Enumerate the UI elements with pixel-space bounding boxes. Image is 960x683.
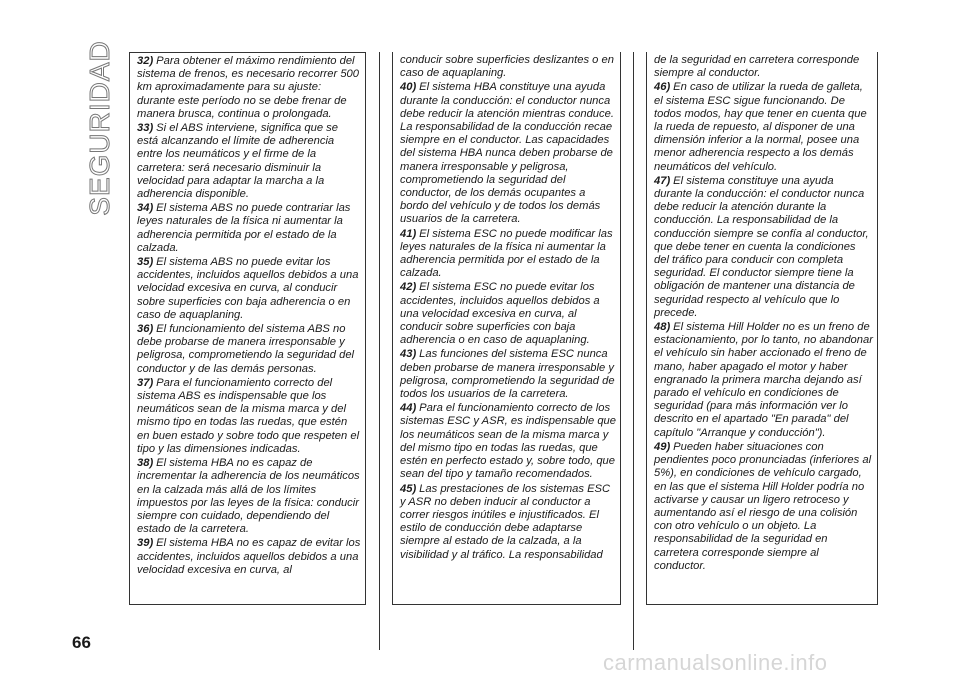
paragraph-number: 47)	[654, 174, 671, 187]
paragraph-number: 45)	[400, 482, 417, 495]
paragraph-text: de la seguridad en carretera corresponde siempre al conductor.	[654, 54, 860, 80]
paragraph-number: 46)	[654, 81, 671, 94]
warning-paragraph	[654, 321, 873, 440]
paragraph-text: El sistema HBA no es capaz de evitar los accidentes, incluidos aquellos debidos a una velocidad excesiva en curva, al	[137, 537, 361, 576]
paragraph-text: Para obtener el máximo rendimiento del sistema de frenos, es necesario recorrer 500 km aproximadamente para su ajuste: durante este período no se debe frenar de manera brusca, continua o prolongada.	[137, 55, 359, 120]
paragraph-text: El funcionamiento del sistema ABS no debe probarse de manera irresponsable y peligrosa, comprometiendo la seguridad del conductor y de las demás personas.	[137, 323, 355, 375]
paragraph-text: Si el ABS interviene, significa que se está alcanzando el límite de adherencia entre los neumáticos y el firme de la carretera: será necesario disminuir la velocidad para adaptar la marcha a la adherencia disponible.	[137, 122, 338, 201]
paragraph-number: 39)	[137, 537, 154, 550]
paragraph-text: Para el funcionamiento correcto del sistema ABS es indispensable que los neumáticos sean de la misma marca y del mismo tipo en todas las ruedas, que estén en buen estado y sobre todo que respeten el tipo y las dimensiones indicadas.	[137, 376, 360, 455]
warning-paragraph	[400, 483, 616, 562]
paragraph-text: Las prestaciones de los sistemas ESC y ASR no deben inducir al conductor a correr riesgos inútiles e injustificados. El estilo de conducción debe adaptarse siempre al estado de la calzada, a la visibilidad y al tráfico. La responsabilidad	[400, 482, 611, 561]
warning-paragraph	[654, 81, 873, 173]
warning-paragraph	[137, 55, 361, 121]
paragraph-text: En caso de utilizar la rueda de galleta, el sistema ESC sigue funcionando. De todos modos, hay que tener en cuenta que la rueda de repuesto, al disponer de una dimensión inferior a la normal, posee una menor adherencia respecto a los demás neumáticos del vehículo.	[654, 81, 867, 173]
paragraph-number: 43)	[400, 348, 417, 361]
warning-paragraph	[400, 402, 616, 481]
paragraph-text: El sistema constituye una ayuda durante la conducción: el conductor nunca debe reducir la atención durante la conducción. La responsabilidad de la conducción siempre se confía al conductor, que debe tener en cuenta la condiciones del tráfico para conducir con completa seguridad. El conductor siempre tiene la obligación de mantener una distancia de seguridad respecto al vehículo que lo precede.	[654, 174, 869, 319]
paragraph-text: El sistema ABS no puede contrariar las leyes naturales de la física ni aumentar la adherencia permitida por el estado de la calzada.	[137, 202, 351, 254]
warning-paragraph	[400, 228, 616, 281]
paragraph-number: 36)	[137, 323, 154, 336]
watermark-text: carmanualsonline.info	[603, 650, 828, 675]
paragraph-number: 37)	[137, 376, 154, 389]
column-3	[646, 52, 878, 605]
paragraph-number: 40)	[400, 81, 417, 94]
warning-paragraph	[400, 281, 616, 347]
warning-paragraph	[137, 377, 361, 456]
warning-paragraph	[400, 348, 616, 401]
warning-paragraph	[400, 54, 616, 80]
paragraph-number: 41)	[400, 227, 417, 240]
warning-paragraph	[137, 256, 361, 322]
paragraph-number: 49)	[654, 440, 671, 453]
warning-paragraph	[654, 441, 873, 573]
paragraph-number: 33)	[137, 122, 154, 135]
warning-paragraph	[137, 537, 361, 577]
warning-paragraph	[137, 457, 361, 536]
paragraph-text: Para el funcionamiento correcto de los sistemas ESC y ASR, es indispensable que los neumáticos sean de la misma marca y del mismo tipo en todas las ruedas, que estén en perfecto estado y, sobre todo, que sean del tipo y tamaño recomendados.	[400, 402, 616, 481]
paragraph-number: 42)	[400, 281, 417, 294]
warning-paragraph	[137, 122, 361, 201]
column-1	[129, 52, 366, 605]
paragraph-number: 44)	[400, 402, 417, 415]
section-title	[74, 40, 126, 216]
paragraph-text: Pueden haber situaciones con pendientes poco pronunciadas (inferiores al 5%), en condiciones de vehículo cargado, en las que el sistema Hill Holder podría no activarse y causar un ligero retroceso y aumentando así el riesgo de una colisión con otro vehículo o un objeto. La responsabilidad de la seguridad en carretera corresponde siempre al conductor.	[654, 440, 872, 572]
warning-paragraph	[654, 175, 873, 320]
paragraph-text: Las funciones del sistema ESC nunca deben probarse de manera irresponsable y peligrosa, comprometiendo la seguridad de todos los usuarios de la carretera.	[400, 348, 615, 401]
page-number: 66	[72, 633, 91, 652]
warning-paragraph	[654, 54, 873, 80]
paragraph-text: El sistema HBA no es capaz de incrementar la adherencia de los neumáticos en la calzada más allá de los límites impuestos por las leyes de la física: conducir siempre con cuidado, dependiendo del estado de la carretera.	[137, 457, 360, 536]
paragraph-number: 32)	[137, 55, 154, 67]
paragraph-number: 38)	[137, 457, 154, 470]
column-divider	[633, 52, 634, 650]
warning-paragraph	[400, 81, 616, 226]
paragraph-text: El sistema ESC no puede evitar los accidentes, incluidos aquellos debidos a una velocidad excesiva en curva, al conducir sobre superficies con baja adherencia o en caso de aquaplaning.	[400, 281, 600, 347]
warning-paragraph	[137, 202, 361, 255]
column-2	[392, 52, 621, 605]
paragraph-text: El sistema Hill Holder no es un freno de estacionamiento, por lo tanto, no abandonar el vehículo sin haber accionado el freno de mano, haber apagado el motor y haber engranado la primera marcha dejando así parado el vehículo en condiciones de seguridad (para más información ver lo descrito en el apartado "En parada" del capítulo "Arranque y conducción").	[654, 321, 873, 439]
paragraph-text: El sistema ESC no puede modificar las leyes naturales de la física ni aumentar la adherencia permitida por el estado de la calzada.	[400, 227, 613, 280]
paragraph-number: 48)	[654, 321, 671, 334]
column-divider	[379, 52, 380, 650]
warning-paragraph	[137, 323, 361, 376]
paragraph-text: El sistema ABS no puede evitar los accidentes, incluidos aquellos debidos a una velocidad excesiva en curva, al conducir sobre superficies con baja adherencia o en caso de aquaplaning.	[137, 256, 359, 321]
paragraph-text: El sistema HBA constituye una ayuda durante la conducción: el conductor nunca debe reducir la atención mientras conduce. La responsabilidad de la conducción recae siempre en el conductor. Las capacidades del sistema HBA nunca deben probarse de manera irresponsable y peligrosa, comprometiendo la seguridad del conductor, de los demás ocupantes a bordo del vehículo y de todos los demás usuarios de la carretera.	[400, 81, 614, 226]
section-title-text: SEGURIDAD	[84, 40, 115, 216]
paragraph-number: 34)	[137, 202, 154, 215]
paragraph-text: conducir sobre superficies deslizantes o en caso de aquaplaning.	[400, 54, 614, 80]
paragraph-number: 35)	[137, 256, 154, 269]
